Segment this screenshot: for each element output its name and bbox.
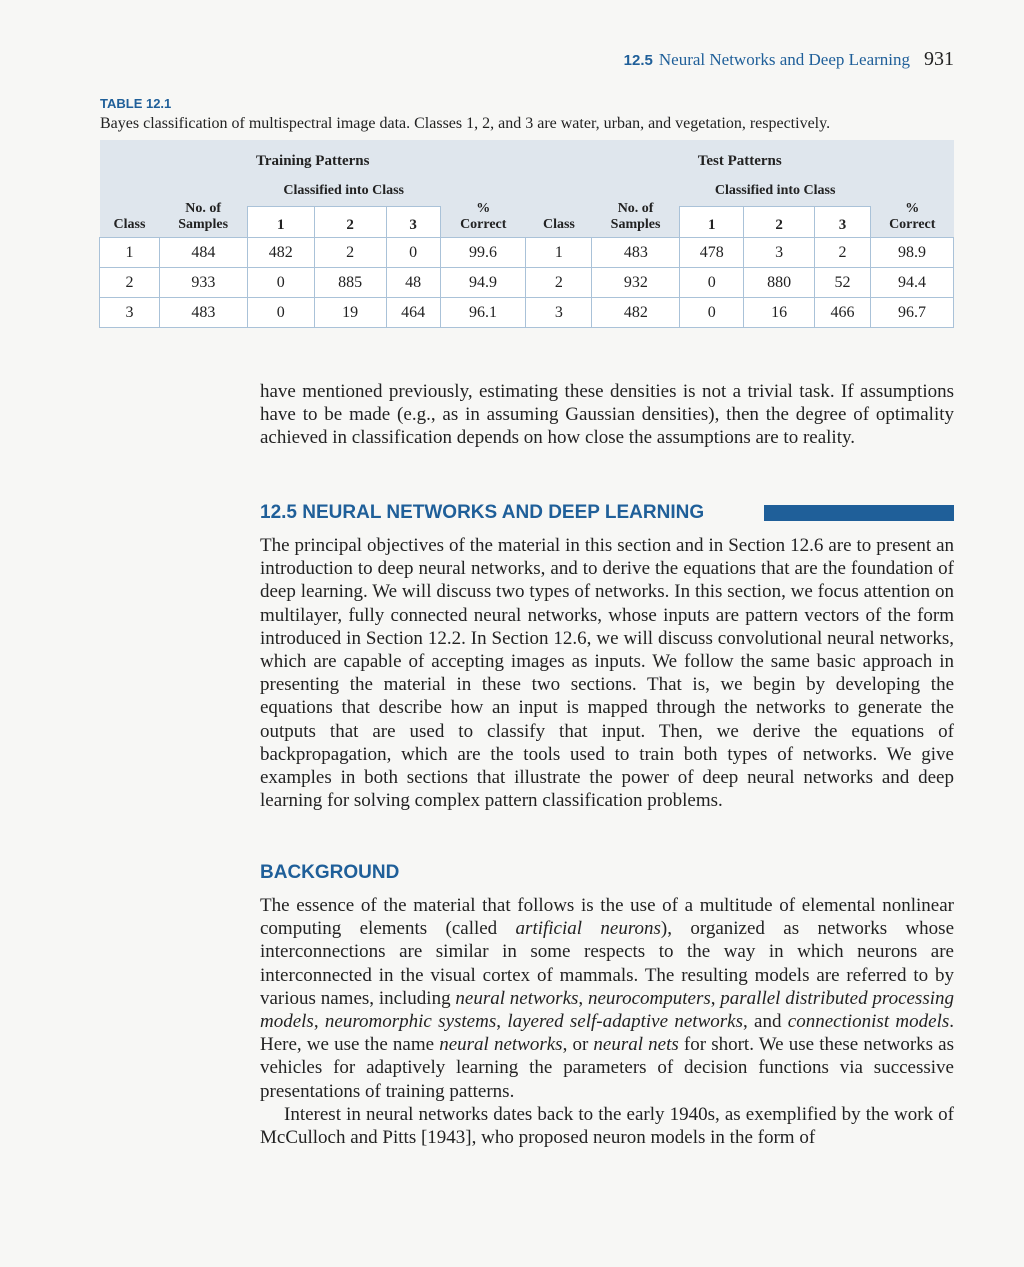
test-col-samples-top: No. of xyxy=(617,201,654,216)
section-text: The principal objectives of the material in this section and in Section 12.6 are to present an introduction to deep neural networks, and to derive the equations that are the foundation of deep learning. We will discuss two types of networks. In this section, we focus attention on multilayer, fully connected neural networks, whose inputs are pattern vectors of the form introduced in Section 12.2. In Section 12.6, we will discuss convolutional neural networks, which are capable of accepting images as inputs. We follow the same basic approach in presenting the material in these two sections. That is, we begin by developing the equations that describe how an input is mapped through the networks to generate the outputs that are used to classify that input. Then, we derive the equations of backpropagation, which are the tools used to train both types of networks. We give examples in both sections that illustrate the power of deep neural networks and deep learning for solving complex pattern classification problems. xyxy=(260,535,954,812)
test-sub-col-3: 3 xyxy=(815,207,871,238)
cell-samples: 484 xyxy=(159,238,247,268)
cell-test-c2: 16 xyxy=(744,298,815,328)
emphasis: neuromorphic systems xyxy=(324,1011,497,1033)
col-class: Class xyxy=(100,182,160,238)
text-run: . Here, we use the name xyxy=(260,1011,955,1056)
background-paragraphs xyxy=(260,894,954,1149)
classification-table xyxy=(99,140,954,328)
cell-test-pct: 98.9 xyxy=(871,238,954,268)
header-section-title: Neural Networks and Deep Learning xyxy=(658,50,910,69)
test-col-pct-top: % xyxy=(905,201,920,216)
section-heading-bar xyxy=(764,505,954,521)
cell-pct: 99.6 xyxy=(440,238,526,268)
table-row xyxy=(100,268,954,298)
cell-c3: 48 xyxy=(386,268,440,298)
cell-test-c3: 466 xyxy=(815,298,871,328)
cell-c2: 19 xyxy=(314,298,386,328)
text-run: for short. We use these networks as vehicles for adaptively learning the parameters of decision functions via successive presentations of training patterns. xyxy=(260,1034,954,1102)
col-samples-bottom: Samples xyxy=(178,217,229,232)
cell-test-c2: 3 xyxy=(744,238,815,268)
cell-test-samples: 482 xyxy=(592,298,680,328)
background-heading: BACKGROUND xyxy=(260,862,400,883)
cell-test-class: 2 xyxy=(526,268,592,298)
col-pct-bottom: Correct xyxy=(460,217,507,232)
cell-samples: 483 xyxy=(159,298,247,328)
col-pct-top: % xyxy=(476,201,491,216)
emphasis: artificial neurons xyxy=(515,918,661,940)
cell-c3: 0 xyxy=(386,238,440,268)
emphasis: neural networks xyxy=(455,987,579,1009)
col-samples-top: No. of xyxy=(185,201,222,216)
section-paragraph xyxy=(260,534,954,812)
table-row xyxy=(100,298,954,328)
cell-c3: 464 xyxy=(386,298,440,328)
text-run: The essence of the material that follows is the use of a multitude of elemental nonlinear computing elements (called xyxy=(260,895,954,940)
table-label: TABLE 12.1 xyxy=(100,96,172,111)
section-heading: 12.5 NEURAL NETWORKS AND DEEP LEARNING xyxy=(260,502,705,523)
cell-test-c3: 52 xyxy=(815,268,871,298)
emphasis: parallel distributed processing models xyxy=(260,987,954,1033)
emphasis: layered self-adaptive networks xyxy=(507,1011,743,1033)
emphasis: neural networks xyxy=(439,1034,563,1056)
test-col-pct-bottom: Correct xyxy=(889,217,936,232)
text-run: , and xyxy=(742,1011,788,1033)
cell-test-c3: 2 xyxy=(815,238,871,268)
col-samples xyxy=(159,182,247,238)
test-col-pct xyxy=(871,182,954,238)
running-header xyxy=(624,48,954,71)
header-section-number: 12.5 xyxy=(623,52,653,69)
emphasis: neural nets xyxy=(593,1034,679,1056)
cell-test-samples: 483 xyxy=(592,238,680,268)
background-p2: Interest in neural networks dates back to the early 1940s, as exemplified by the work of McCulloch and Pitts [1943], who proposed neuron models in the form of xyxy=(260,1103,954,1149)
test-sub-col-2: 2 xyxy=(744,207,815,238)
cell-class: 1 xyxy=(100,238,160,268)
cell-test-c1: 0 xyxy=(680,268,744,298)
table-caption: Bayes classification of multispectral image data. Classes 1, 2, and 3 are water, urban, and vegetation, respectively. xyxy=(100,115,831,132)
cell-test-c2: 880 xyxy=(744,268,815,298)
text-run: , xyxy=(578,987,588,1009)
cell-c2: 2 xyxy=(314,238,386,268)
training-patterns-header: Training Patterns xyxy=(100,140,526,182)
table-row xyxy=(100,238,954,268)
cell-test-c1: 478 xyxy=(680,238,744,268)
test-sub-col-1: 1 xyxy=(680,207,744,238)
cell-test-class: 3 xyxy=(526,298,592,328)
col-classified: Classified into Class xyxy=(247,182,440,207)
cell-c2: 885 xyxy=(314,268,386,298)
cell-c1: 482 xyxy=(247,238,314,268)
cell-test-samples: 932 xyxy=(592,268,680,298)
test-col-classified: Classified into Class xyxy=(680,182,871,207)
cell-test-c1: 0 xyxy=(680,298,744,328)
cell-test-pct: 94.4 xyxy=(871,268,954,298)
intro-text: have mentioned previously, estimating these densities is not a trivial task. If assumptions have to be made (e.g., as in assuming Gaussian densities), then the degree of optimality achieved in classification depends on how close the assumptions are to reality. xyxy=(260,381,954,449)
col-pct xyxy=(440,182,526,238)
cell-test-pct: 96.7 xyxy=(871,298,954,328)
emphasis: connectionist models xyxy=(787,1011,950,1033)
text-run: , xyxy=(313,1011,325,1033)
cell-pct: 96.1 xyxy=(440,298,526,328)
sub-col-1: 1 xyxy=(247,207,314,238)
cell-test-class: 1 xyxy=(526,238,592,268)
page-number: 931 xyxy=(924,48,954,70)
text-run: , xyxy=(496,1011,508,1033)
text-run: , or xyxy=(562,1034,594,1056)
text-run: , xyxy=(710,987,721,1009)
intro-paragraph xyxy=(260,380,954,450)
cell-samples: 933 xyxy=(159,268,247,298)
text-run: ), organized as networks whose interconnections are similar in some respects to the way in which neurons are interconnected in the visual cortex of mammals. The resulting models are referred to by various names, including xyxy=(260,918,954,1009)
cell-pct: 94.9 xyxy=(440,268,526,298)
test-col-samples xyxy=(592,182,680,238)
test-col-samples-bottom: Samples xyxy=(610,217,661,232)
test-col-class: Class xyxy=(526,182,592,238)
sub-col-2: 2 xyxy=(314,207,386,238)
sub-col-3: 3 xyxy=(386,207,440,238)
cell-class: 3 xyxy=(100,298,160,328)
background-p1 xyxy=(260,894,954,1103)
cell-class: 2 xyxy=(100,268,160,298)
test-patterns-header: Test Patterns xyxy=(526,140,954,182)
cell-c1: 0 xyxy=(247,268,314,298)
emphasis: neurocomputers xyxy=(587,987,711,1009)
cell-c1: 0 xyxy=(247,298,314,328)
